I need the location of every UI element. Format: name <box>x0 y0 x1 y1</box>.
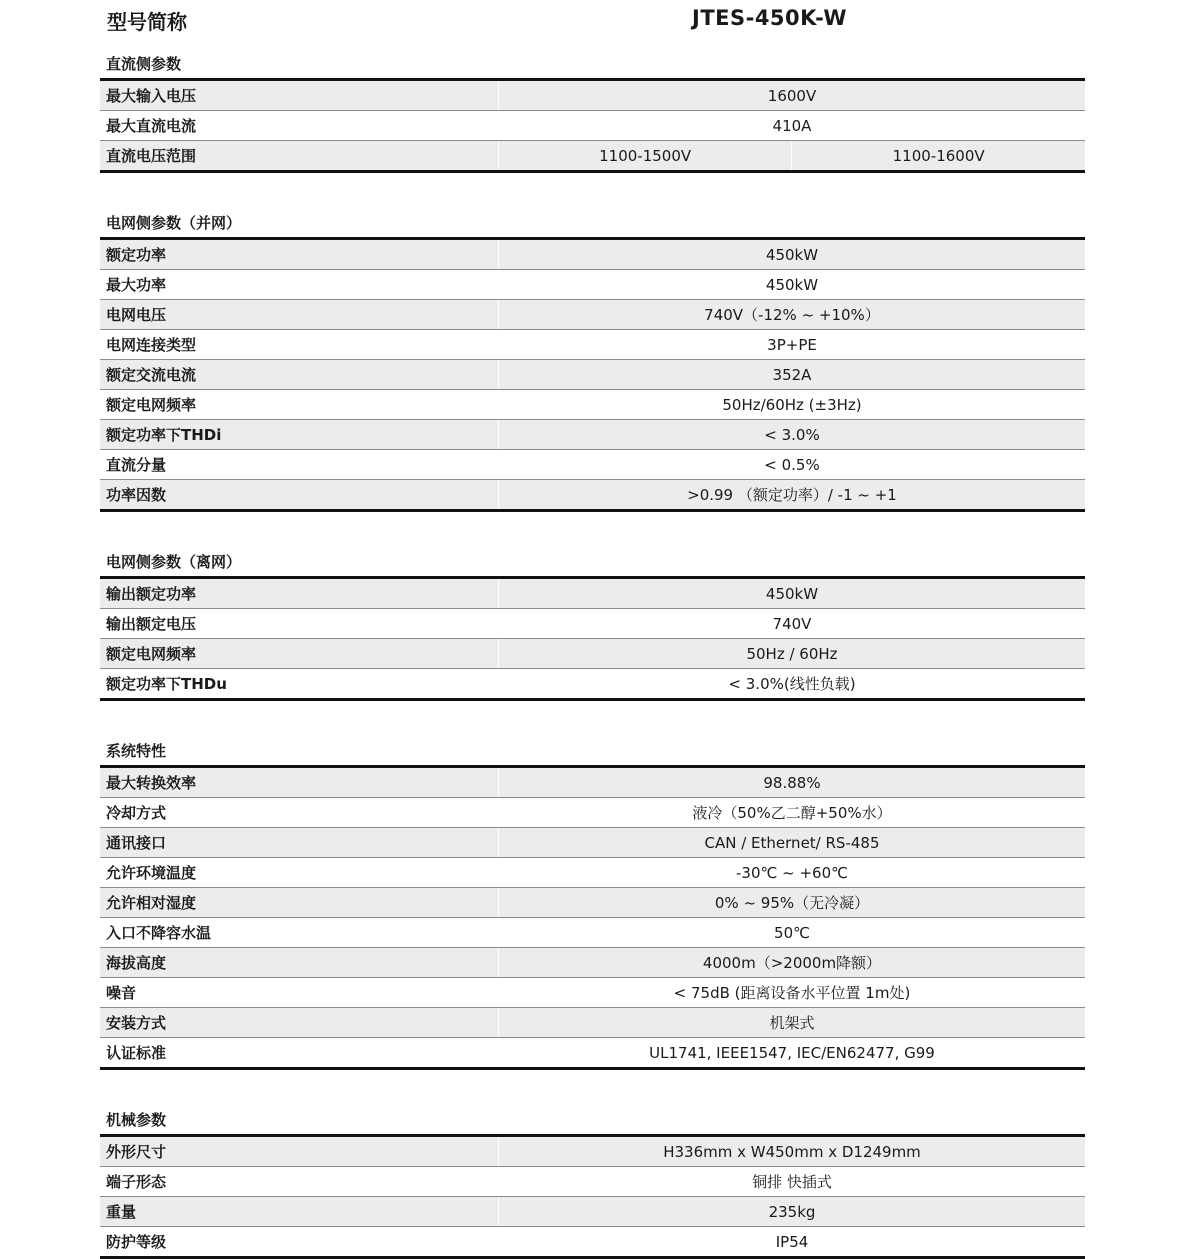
param-value: < 3.0% <box>499 420 1086 450</box>
param-name: 额定功率下THDi <box>100 420 499 450</box>
table-row <box>100 330 1085 360</box>
param-name: 最大直流电流 <box>100 111 499 141</box>
param-name: 电网连接类型 <box>100 330 499 360</box>
param-value: >0.99 （额定功率）/ -1 ~ +1 <box>499 480 1086 511</box>
param-value: 450kW <box>499 270 1086 300</box>
param-value: 352A <box>499 360 1086 390</box>
grid-off-section-title: 电网侧参数（离网） <box>106 553 242 571</box>
grid-on-table <box>100 237 1085 512</box>
param-name: 额定电网频率 <box>100 390 499 420</box>
table-row <box>100 978 1085 1008</box>
param-name: 允许环境温度 <box>100 858 499 888</box>
spec-sheet <box>100 0 1085 1259</box>
table-row <box>100 270 1085 300</box>
param-name: 电网电压 <box>100 300 499 330</box>
table-row <box>100 300 1085 330</box>
table-row <box>100 390 1085 420</box>
model-label: 型号简称 <box>107 10 187 34</box>
param-value: 410A <box>499 111 1086 141</box>
param-name: 防护等级 <box>100 1227 499 1258</box>
param-name: 冷却方式 <box>100 798 499 828</box>
grid-on-section-title: 电网侧参数（并网） <box>106 214 242 232</box>
table-row <box>100 609 1085 639</box>
param-name: 重量 <box>100 1197 499 1227</box>
param-value-a: 1100-1500V <box>499 141 792 172</box>
grid-off-table <box>100 576 1085 701</box>
param-name: 额定电网频率 <box>100 639 499 669</box>
mech-section-title: 机械参数 <box>106 1111 167 1129</box>
system-table <box>100 765 1085 1070</box>
param-value: 0% ~ 95%（无冷凝） <box>499 888 1086 918</box>
param-name: 安装方式 <box>100 1008 499 1038</box>
param-name: 外形尺寸 <box>100 1136 499 1167</box>
table-row <box>100 141 1085 172</box>
table-row <box>100 578 1085 609</box>
table-row <box>100 1136 1085 1167</box>
param-value: 450kW <box>499 578 1086 609</box>
param-name: 输出额定功率 <box>100 578 499 609</box>
param-name: 直流电压范围 <box>100 141 499 172</box>
dc-section-title: 直流侧参数 <box>106 55 182 73</box>
param-name: 通讯接口 <box>100 828 499 858</box>
param-value: 740V（-12% ~ +10%） <box>499 300 1086 330</box>
param-name: 入口不降容水温 <box>100 918 499 948</box>
param-name: 噪音 <box>100 978 499 1008</box>
table-row <box>100 80 1085 111</box>
param-value: 235kg <box>499 1197 1086 1227</box>
table-row <box>100 918 1085 948</box>
table-row <box>100 1227 1085 1258</box>
table-row <box>100 1167 1085 1197</box>
table-row <box>100 828 1085 858</box>
param-value: < 0.5% <box>499 450 1086 480</box>
param-name: 额定功率下THDu <box>100 669 499 700</box>
param-value: < 75dB (距离设备水平位置 1m处) <box>499 978 1086 1008</box>
param-name: 输出额定电压 <box>100 609 499 639</box>
param-value: 740V <box>499 609 1086 639</box>
param-value: UL1741, IEEE1547, IEC/EN62477, G99 <box>499 1038 1086 1069</box>
table-row <box>100 1038 1085 1069</box>
param-value: 50Hz/60Hz (±3Hz) <box>499 390 1086 420</box>
table-row <box>100 888 1085 918</box>
param-name: 额定功率 <box>100 239 499 270</box>
param-value: 1600V <box>499 80 1086 111</box>
table-row <box>100 480 1085 511</box>
table-row <box>100 798 1085 828</box>
model-header <box>100 0 1085 40</box>
dc-table <box>100 78 1085 173</box>
param-name: 最大功率 <box>100 270 499 300</box>
model-name: JTES-450K-W <box>692 6 848 30</box>
table-row <box>100 360 1085 390</box>
param-value: 铜排 快插式 <box>499 1167 1086 1197</box>
param-value: 机架式 <box>499 1008 1086 1038</box>
param-value: H336mm x W450mm x D1249mm <box>499 1136 1086 1167</box>
system-section-title: 系统特性 <box>106 742 167 760</box>
param-name: 认证标准 <box>100 1038 499 1069</box>
table-row <box>100 1008 1085 1038</box>
table-row <box>100 767 1085 798</box>
param-value: 4000m（>2000m降额） <box>499 948 1086 978</box>
param-value: 3P+PE <box>499 330 1086 360</box>
table-row <box>100 420 1085 450</box>
param-value: 98.88% <box>499 767 1086 798</box>
param-name: 最大转换效率 <box>100 767 499 798</box>
table-row <box>100 111 1085 141</box>
param-value-b: 1100-1600V <box>792 141 1085 172</box>
param-name: 功率因数 <box>100 480 499 511</box>
param-name: 海拔高度 <box>100 948 499 978</box>
table-row <box>100 669 1085 700</box>
table-row <box>100 948 1085 978</box>
param-name: 直流分量 <box>100 450 499 480</box>
param-value: IP54 <box>499 1227 1086 1258</box>
param-name: 额定交流电流 <box>100 360 499 390</box>
table-row <box>100 239 1085 270</box>
table-row <box>100 450 1085 480</box>
param-value: 液冷（50%乙二醇+50%水） <box>499 798 1086 828</box>
param-value: -30℃ ~ +60℃ <box>499 858 1086 888</box>
param-name: 最大输入电压 <box>100 80 499 111</box>
table-row <box>100 858 1085 888</box>
param-value: < 3.0%(线性负载) <box>499 669 1086 700</box>
param-name: 端子形态 <box>100 1167 499 1197</box>
table-row <box>100 639 1085 669</box>
param-value: 450kW <box>499 239 1086 270</box>
mech-table <box>100 1134 1085 1259</box>
table-row <box>100 1197 1085 1227</box>
param-value: CAN / Ethernet/ RS-485 <box>499 828 1086 858</box>
param-value: 50℃ <box>499 918 1086 948</box>
param-value: 50Hz / 60Hz <box>499 639 1086 669</box>
param-name: 允许相对湿度 <box>100 888 499 918</box>
